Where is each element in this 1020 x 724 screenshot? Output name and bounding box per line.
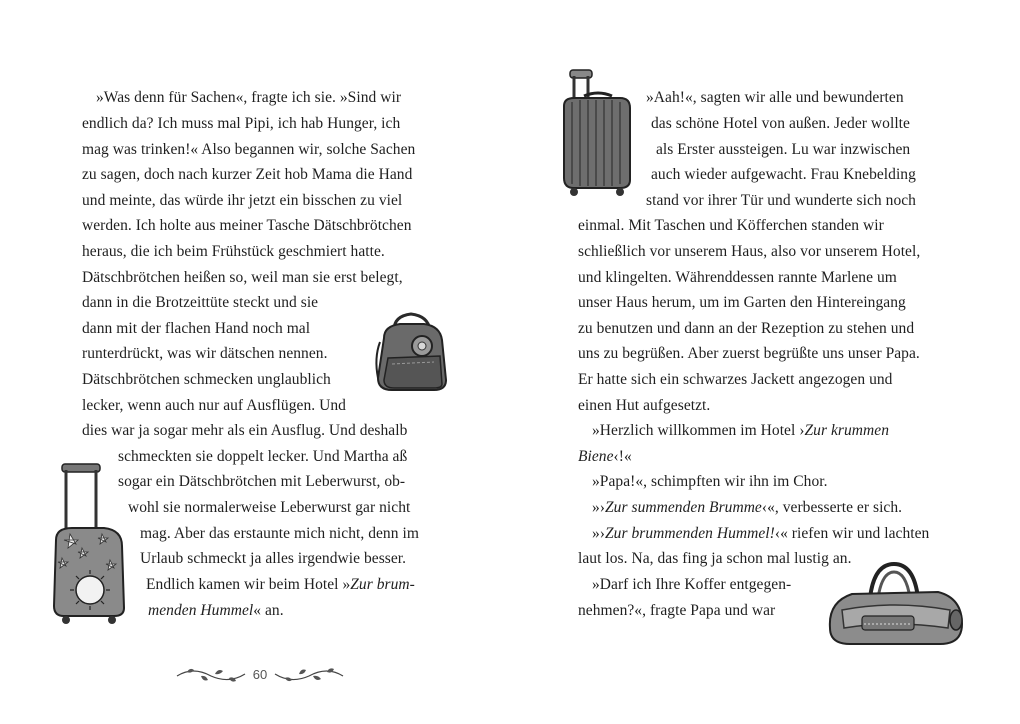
text-line: uns zu begrüßen. Aber zuerst begrüßte uns unser Papa. bbox=[578, 345, 920, 362]
text-line: runterdrückt, was wir dätschen nennen. bbox=[82, 345, 328, 362]
text-line: werden. Ich holte aus meiner Tasche Dätschbrötchen bbox=[82, 217, 412, 234]
text-line bbox=[592, 421, 889, 441]
text-line bbox=[592, 524, 929, 544]
page-footer bbox=[170, 659, 350, 689]
text-line bbox=[148, 601, 284, 621]
text-line: »Was denn für Sachen«, fragte ich sie. »Sind wir bbox=[96, 89, 402, 106]
text-line: mag was trinken!« Also begannen wir, solche Sachen bbox=[82, 141, 416, 158]
text-line: nehmen?«, fragte Papa und war bbox=[578, 602, 776, 619]
hotel-name-italic: menden Hummel bbox=[148, 602, 254, 619]
text-line: einmal. Mit Taschen und Köfferchen standen wir bbox=[578, 217, 884, 234]
text-line bbox=[578, 447, 632, 467]
text-line: Er hatte sich ein schwarzes Jackett angezogen und bbox=[578, 371, 893, 388]
text-line bbox=[592, 498, 902, 518]
text-line: wohl sie normalerweise Leberwurst gar nicht bbox=[128, 499, 411, 516]
text-run: ‹«, verbesserte er sich. bbox=[761, 499, 903, 516]
text-line: dann in die Brotzeittüte steckt und sie bbox=[82, 294, 319, 311]
hotel-name-italic: Zur brum- bbox=[350, 576, 415, 593]
text-line: mag. Aber das erstaunte mich nicht, denn im bbox=[140, 525, 419, 542]
text-line: endlich da? Ich muss mal Pipi, ich hab Hunger, ich bbox=[82, 115, 401, 132]
text-line: heraus, die ich beim Frühstück geschmiert hatte. bbox=[82, 243, 385, 260]
duffel-bag-illustration bbox=[822, 558, 968, 652]
text-line: »Darf ich Ihre Koffer entgegen- bbox=[592, 576, 792, 593]
text-line: auch wieder aufgewacht. Frau Knebelding bbox=[651, 166, 916, 183]
text-line: einen Hut aufgesetzt. bbox=[578, 397, 711, 414]
text-line: lecker, wenn auch nur auf Ausflügen. Und bbox=[82, 397, 346, 414]
hotel-name-italic: Zur brummenden Hummel! bbox=[605, 525, 775, 542]
text-run: »› bbox=[592, 525, 606, 542]
right-page bbox=[510, 0, 1020, 724]
text-line: unser Haus herum, um im Garten den Hintereingang bbox=[578, 294, 906, 311]
hotel-name-italic: Biene bbox=[578, 448, 614, 465]
text-run: ‹!« bbox=[613, 448, 632, 465]
text-run: »Herzlich willkommen im Hotel › bbox=[592, 422, 805, 439]
text-line: und meinte, das würde ihr jetzt ein bisschen zu viel bbox=[82, 192, 403, 209]
striped-suitcase-illustration bbox=[558, 66, 638, 198]
text-line: »Aah!«, sagten wir alle und bewunderten bbox=[646, 89, 904, 106]
text-line: dies war ja sogar mehr als ein Ausflug. Und deshalb bbox=[82, 422, 408, 439]
text-line: dann mit der flachen Hand noch mal bbox=[82, 320, 311, 337]
text-line: das schöne Hotel von außen. Jeder wollte bbox=[651, 115, 910, 132]
text-run: Endlich kamen wir beim Hotel » bbox=[146, 576, 351, 593]
text-line: schließlich vor unserem Haus, also vor unserem Hotel, bbox=[578, 243, 921, 260]
text-line: Urlaub schmeckt ja alles irgendwie besser. bbox=[140, 550, 407, 567]
hotel-name-italic: Zur summenden Brumme bbox=[605, 499, 762, 516]
text-run: « an. bbox=[253, 602, 284, 619]
star-trolley-illustration bbox=[46, 460, 132, 628]
text-line: Dätschbrötchen heißen so, weil man sie erst belegt, bbox=[82, 269, 403, 286]
text-line: und klingelten. Währenddessen rannte Marlene um bbox=[578, 269, 897, 286]
text-line: laut los. Na, das fing ja schon mal lustig an. bbox=[578, 550, 852, 567]
vine-ornament-left bbox=[175, 664, 247, 684]
text-line: schmeckten sie doppelt lecker. Und Martha aß bbox=[118, 448, 408, 465]
text-line: »Papa!«, schimpften wir ihn im Chor. bbox=[592, 473, 828, 490]
page-number: 60 bbox=[252, 666, 268, 682]
text-line: zu benutzen und dann an der Rezeption zu stehen und bbox=[578, 320, 915, 337]
text-line: zu sagen, doch nach kurzer Zeit hob Mama die Hand bbox=[82, 166, 413, 183]
text-line: als Erster aussteigen. Lu war inzwischen bbox=[656, 141, 911, 158]
backpack-illustration bbox=[370, 308, 452, 394]
text-line: stand vor ihrer Tür und wunderte sich noch bbox=[646, 192, 916, 209]
hotel-name-italic: Zur krummen bbox=[804, 422, 889, 439]
text-line bbox=[146, 575, 415, 595]
text-run: ‹« riefen wir und lachten bbox=[774, 525, 930, 542]
text-line: Dätschbrötchen schmecken unglaublich bbox=[82, 371, 331, 388]
text-line: sogar ein Dätschbrötchen mit Leberwurst, ob- bbox=[118, 473, 406, 490]
vine-ornament-right bbox=[273, 664, 345, 684]
text-run: »› bbox=[592, 499, 606, 516]
